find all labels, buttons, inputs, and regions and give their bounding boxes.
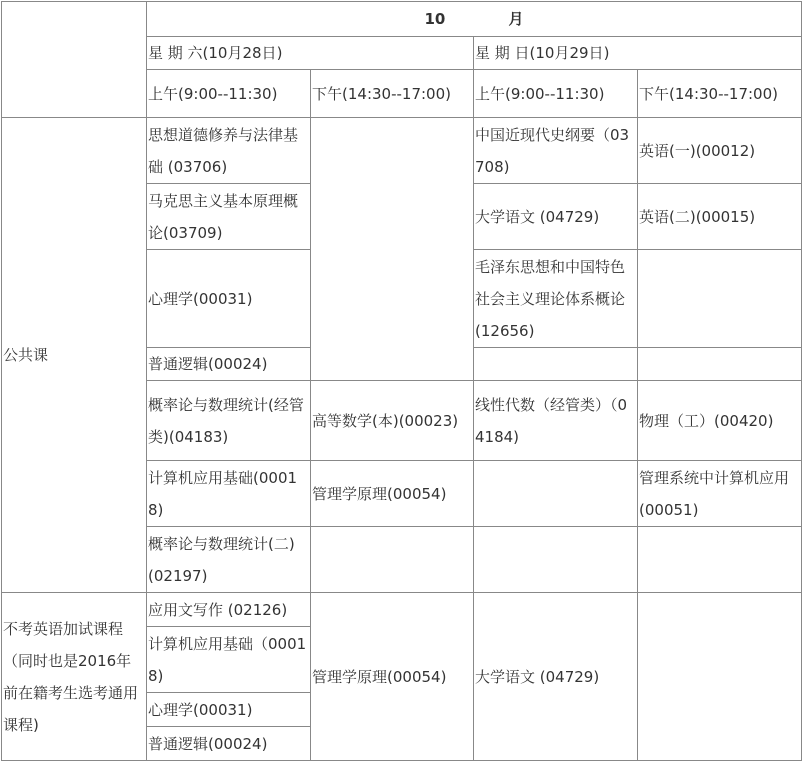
- empty-cell: [638, 527, 802, 593]
- course-cell: 心理学(00031): [147, 693, 311, 727]
- course-cell: 思想道德修养与法律基础 (03706): [147, 118, 311, 184]
- empty-cell: [638, 250, 802, 348]
- empty-cell: [474, 461, 638, 527]
- course-cell: 概率论与数理统计(经管类)(04183): [147, 381, 311, 461]
- course-cell: 计算机应用基础（00018): [147, 627, 311, 693]
- course-cell: 计算机应用基础(00018): [147, 461, 311, 527]
- course-cell: 管理系统中计算机应用(00051): [638, 461, 802, 527]
- empty-cell: [311, 527, 474, 593]
- course-cell: 大学语文 (04729): [474, 184, 638, 250]
- course-cell: 物理（工）(00420): [638, 381, 802, 461]
- category-public: 公共课: [2, 118, 147, 593]
- course-cell: 普通逻辑(00024): [147, 348, 311, 381]
- course-cell: 线性代数（经管类）（04184): [474, 381, 638, 461]
- corner-cell: [2, 2, 147, 118]
- session-sun-am: 上午(9:00--11:30): [474, 70, 638, 118]
- session-sat-am: 上午(9:00--11:30): [147, 70, 311, 118]
- empty-cell: [474, 527, 638, 593]
- course-cell: 中国近现代史纲要（03708): [474, 118, 638, 184]
- empty-cell: [311, 118, 474, 381]
- month-number: 10: [424, 10, 446, 28]
- empty-cell: [474, 348, 638, 381]
- month-char: 月: [508, 10, 524, 28]
- course-cell: 心理学(00031): [147, 250, 311, 348]
- empty-cell: [638, 593, 802, 761]
- course-cell: 概率论与数理统计(二)(02197): [147, 527, 311, 593]
- day-saturday: 星 期 六(10月28日): [147, 37, 474, 70]
- course-cell: 马克思主义基本原理概论(03709): [147, 184, 311, 250]
- course-cell: 管理学原理(00054): [311, 593, 474, 761]
- course-cell: 高等数学(本)(00023): [311, 381, 474, 461]
- exam-schedule-table: [1, 1, 802, 761]
- course-cell: 毛泽东思想和中国特色社会主义理论体系概论(12656): [474, 250, 638, 348]
- course-cell: 英语(一)(00012): [638, 118, 802, 184]
- day-sunday: 星 期 日(10月29日): [474, 37, 802, 70]
- category-no-english: 不考英语加试课程（同时也是2016年前在籍考生选考通用课程): [2, 593, 147, 761]
- month-header: [147, 2, 802, 37]
- course-cell: 普通逻辑(00024): [147, 727, 311, 761]
- course-cell: 管理学原理(00054): [311, 461, 474, 527]
- course-cell: 大学语文 (04729): [474, 593, 638, 761]
- course-cell: 应用文写作 (02126): [147, 593, 311, 627]
- session-sat-pm: 下午(14:30--17:00): [311, 70, 474, 118]
- course-cell: 英语(二)(00015): [638, 184, 802, 250]
- session-sun-pm: 下午(14:30--17:00): [638, 70, 802, 118]
- empty-cell: [638, 348, 802, 381]
